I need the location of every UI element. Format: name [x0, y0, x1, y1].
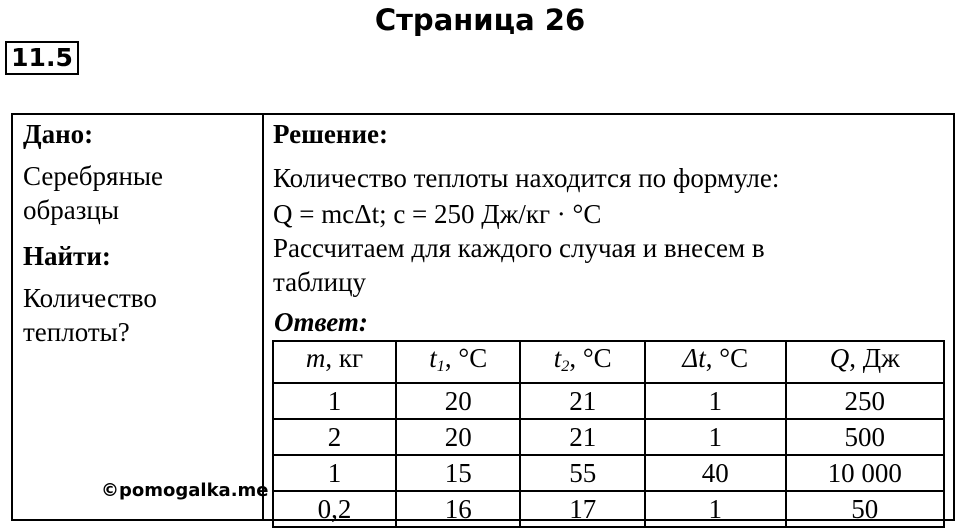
table-cell: 21	[520, 383, 644, 419]
table-cell: 40	[645, 455, 786, 491]
table-cell: 17	[520, 491, 644, 527]
header-cell: $t_2$, °C	[520, 341, 644, 383]
solution-intro: Количество теплоты находится по формуле:	[273, 163, 780, 193]
find-text	[23, 281, 157, 349]
page-title: Страница 26	[374, 3, 586, 37]
table-row	[273, 491, 944, 527]
table-cell: 0,2	[273, 491, 396, 527]
solution-header: Решение:	[273, 119, 388, 149]
table-cell: 1	[645, 491, 786, 527]
answer-table	[272, 340, 945, 528]
calc-line: таблицу	[273, 267, 367, 297]
task-number: 11.5	[5, 41, 79, 75]
table-row	[273, 383, 944, 419]
given-text	[23, 159, 163, 227]
table-cell: 16	[396, 491, 520, 527]
formula: Q = mcΔt; c = 250 Дж/кг · °C	[273, 199, 602, 229]
solution-frame	[11, 113, 955, 525]
table-cell: 10 000	[786, 455, 944, 491]
table-cell: 250	[786, 383, 944, 419]
table-cell: 20	[396, 419, 520, 455]
watermark: ©pomogalka.me	[101, 480, 269, 501]
table-row	[273, 455, 944, 491]
table-cell: 55	[520, 455, 644, 491]
given-line: Серебряные	[23, 161, 164, 191]
table-cell: 1	[645, 383, 786, 419]
calc-line: Рассчитаем для каждого случая и внесем в	[273, 233, 765, 263]
find-line: Количество	[23, 283, 157, 313]
find-header: Найти:	[23, 241, 111, 271]
column-divider	[262, 115, 264, 519]
header-cell: Q, Дж	[786, 341, 944, 383]
table-cell: 20	[396, 383, 520, 419]
table-header-row	[273, 341, 944, 383]
header-cell: $t_1$, °C	[396, 341, 520, 383]
given-header: Дано:	[23, 119, 94, 149]
calc-text	[273, 231, 765, 299]
table-cell: 21	[520, 419, 644, 455]
table-row	[273, 419, 944, 455]
table-cell: 2	[273, 419, 396, 455]
header-cell: m, кг	[273, 341, 396, 383]
table-cell: 15	[396, 455, 520, 491]
table-cell: 50	[786, 491, 944, 527]
header-cell: Δt, °C	[645, 341, 786, 383]
find-line: теплоты?	[23, 317, 130, 347]
table-cell: 1	[645, 419, 786, 455]
answer-label: Ответ:	[274, 307, 368, 337]
table-cell: 500	[786, 419, 944, 455]
given-line: образцы	[23, 195, 119, 225]
table-cell: 1	[273, 383, 396, 419]
table-cell: 1	[273, 455, 396, 491]
